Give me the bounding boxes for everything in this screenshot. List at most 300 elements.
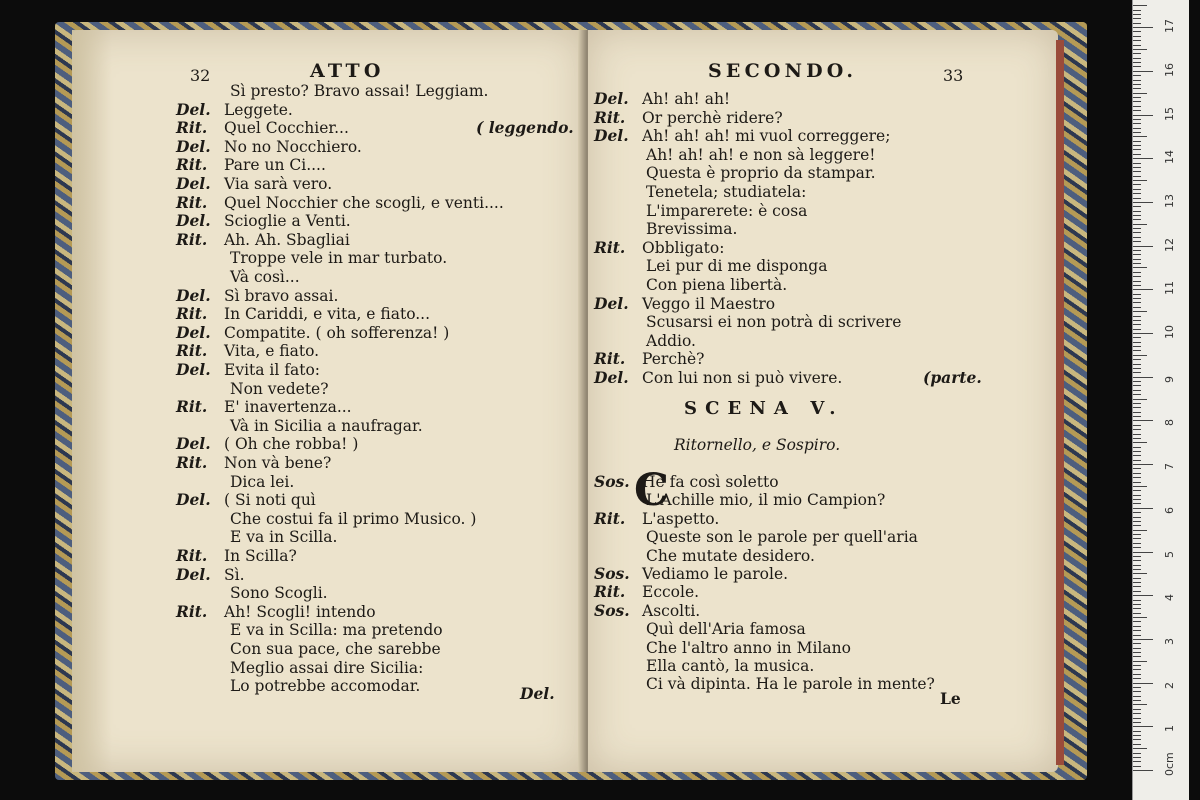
page-edge xyxy=(1056,40,1064,765)
ruler-tick xyxy=(1133,517,1141,518)
scene-characters: Ritornello, e Sospiro. xyxy=(674,436,841,454)
text-line xyxy=(594,510,719,528)
text-line xyxy=(594,239,724,257)
ruler-tick xyxy=(1133,62,1141,63)
ruler-tick xyxy=(1133,735,1141,736)
ruler-tick xyxy=(1133,464,1153,465)
ruler-tick xyxy=(1133,215,1141,216)
text-line xyxy=(176,194,504,212)
text-line xyxy=(594,547,815,565)
stage-direction: ( leggendo. xyxy=(476,118,574,138)
ruler-number: 10 xyxy=(1163,325,1176,339)
ruler-tick xyxy=(1133,678,1141,679)
text-line xyxy=(176,435,358,453)
speaker-label: Del. xyxy=(176,285,211,305)
ruler-tick xyxy=(1133,272,1141,273)
ruler-tick xyxy=(1133,307,1141,308)
line-text: Scioglie a Venti. xyxy=(224,212,351,231)
ruler-tick xyxy=(1133,119,1141,120)
ruler-tick xyxy=(1133,739,1141,740)
ruler-tick xyxy=(1133,381,1141,382)
ruler-tick xyxy=(1133,281,1141,282)
text-line xyxy=(176,231,350,249)
speaker-label: Rit. xyxy=(176,601,208,621)
ruler-tick xyxy=(1133,254,1141,255)
ruler-tick xyxy=(1133,512,1141,513)
ruler-tick xyxy=(1133,355,1147,356)
ruler-tick xyxy=(1133,586,1141,587)
ruler-tick xyxy=(1133,429,1141,430)
ruler-tick xyxy=(1133,224,1147,225)
speaker-label: Rit. xyxy=(594,107,626,127)
ruler-number: 4 xyxy=(1163,594,1176,602)
ruler-tick xyxy=(1133,656,1141,657)
ruler-tick xyxy=(1133,31,1141,32)
ruler-tick xyxy=(1133,298,1141,299)
line-text: Evita il fato: xyxy=(224,361,321,379)
ruler-tick xyxy=(1133,643,1141,644)
line-text: Leggete. xyxy=(224,100,293,119)
text-line xyxy=(594,583,699,601)
ruler-number: 2 xyxy=(1163,681,1176,689)
ruler-tick xyxy=(1133,193,1141,194)
text-line xyxy=(176,473,294,491)
ruler-tick xyxy=(1133,285,1141,286)
ruler-number: 0cm xyxy=(1163,752,1176,776)
line-text: Con sua pace, che sarebbe xyxy=(230,640,441,658)
drop-cap: C xyxy=(634,465,670,516)
line-text: Che l'altro anno in Milano xyxy=(646,638,851,657)
line-text: Via sarà vero. xyxy=(224,175,333,193)
ruler-tick xyxy=(1133,468,1141,469)
ruler-tick xyxy=(1133,250,1141,251)
ruler-tick xyxy=(1133,565,1141,566)
text-line xyxy=(176,510,476,528)
ruler-number: 3 xyxy=(1163,637,1176,645)
line-text: Pare un Ci.... xyxy=(224,156,326,175)
ruler-tick xyxy=(1133,316,1141,317)
ruler-tick xyxy=(1133,385,1141,386)
ruler-number: 1 xyxy=(1163,725,1176,733)
ruler-tick xyxy=(1133,189,1141,190)
speaker-label: Del. xyxy=(594,89,629,108)
ruler-tick xyxy=(1133,364,1141,365)
text-line xyxy=(594,109,783,127)
text-line xyxy=(176,380,329,398)
ruler-tick xyxy=(1133,27,1153,28)
ruler-tick xyxy=(1133,691,1141,692)
ruler-tick xyxy=(1133,58,1141,59)
speaker-label: Del. xyxy=(594,293,629,313)
ruler-tick xyxy=(1133,766,1141,767)
ruler-tick xyxy=(1133,136,1147,137)
text-line xyxy=(594,473,779,491)
ruler-number: 14 xyxy=(1163,150,1176,165)
ruler-tick xyxy=(1133,669,1141,670)
line-text: E va in Scilla. xyxy=(230,528,338,547)
text-line xyxy=(176,454,331,472)
ruler-tick xyxy=(1133,372,1141,373)
ruler-tick xyxy=(1133,757,1141,758)
ruler-tick xyxy=(1133,495,1141,496)
line-text: Ah! ah! ah! xyxy=(642,90,731,108)
text-line xyxy=(594,491,885,509)
ruler-tick xyxy=(1133,5,1147,6)
text-line xyxy=(594,528,918,546)
right-page xyxy=(588,30,1058,772)
ruler-number: 5 xyxy=(1163,550,1176,558)
ruler-tick xyxy=(1133,617,1147,618)
line-text: Troppe vele in mar turbato. xyxy=(230,249,448,268)
ruler-tick xyxy=(1133,460,1141,461)
text-line xyxy=(176,156,326,174)
ruler-tick xyxy=(1133,259,1141,260)
text-line xyxy=(594,639,851,657)
text-line xyxy=(176,138,362,156)
text-line xyxy=(594,565,788,583)
ruler-tick xyxy=(1133,538,1141,539)
ruler-tick xyxy=(1133,569,1141,570)
ruler-tick xyxy=(1133,145,1141,146)
speaker-label: Del. xyxy=(176,99,211,119)
ruler-number: 15 xyxy=(1163,106,1176,121)
ruler-tick xyxy=(1133,180,1147,181)
text-line xyxy=(176,82,488,100)
ruler-tick xyxy=(1133,246,1153,247)
ruler-tick xyxy=(1133,473,1141,474)
ruler-tick xyxy=(1133,123,1141,124)
ruler-number: 16 xyxy=(1163,62,1176,77)
ruler-number: 12 xyxy=(1163,237,1176,252)
line-text: L'aspetto. xyxy=(642,509,720,528)
ruler-tick xyxy=(1133,115,1153,116)
ruler-tick xyxy=(1133,534,1141,535)
ruler-tick xyxy=(1133,302,1141,303)
line-text: Addio. xyxy=(646,331,696,350)
ruler-tick xyxy=(1133,45,1141,46)
ruler-tick xyxy=(1133,434,1141,435)
ruler-tick xyxy=(1133,289,1153,290)
ruler-number: 17 xyxy=(1163,19,1176,34)
speaker-label: Sos. xyxy=(594,564,630,583)
ruler-tick xyxy=(1133,399,1147,400)
ruler-number: 7 xyxy=(1163,463,1176,471)
text-line xyxy=(176,677,420,695)
ruler-tick xyxy=(1133,543,1141,544)
ruler-tick xyxy=(1133,342,1141,343)
ruler-tick xyxy=(1133,748,1147,749)
ruler-tick xyxy=(1133,49,1147,50)
text-line xyxy=(594,183,806,201)
ruler-tick xyxy=(1133,608,1141,609)
ruler-tick xyxy=(1133,709,1141,710)
ruler-tick xyxy=(1133,359,1141,360)
line-text: Và in Sicilia a naufragar. xyxy=(230,416,423,435)
scene-title: SCENA V. xyxy=(684,398,844,419)
ruler-tick xyxy=(1133,263,1141,264)
ruler-tick xyxy=(1133,573,1147,574)
line-text: ( Si noti quì xyxy=(224,491,316,510)
text-line xyxy=(176,584,328,602)
line-text: E va in Scilla: ma pretendo xyxy=(230,621,443,640)
ruler-tick xyxy=(1133,652,1141,653)
text-line xyxy=(594,220,737,238)
text-line xyxy=(594,257,827,275)
ruler-tick xyxy=(1133,556,1141,557)
running-head: SECONDO. xyxy=(708,60,858,82)
text-line xyxy=(176,528,337,546)
text-line xyxy=(594,202,807,220)
line-text: E' inavertenza... xyxy=(224,398,352,417)
catchword: Le xyxy=(940,689,961,708)
ruler-tick xyxy=(1133,53,1141,54)
text-line xyxy=(594,146,876,164)
line-text: Sì presto? Bravo assai! Leggiam. xyxy=(230,82,489,100)
ruler-number: 13 xyxy=(1163,193,1176,208)
text-line xyxy=(176,603,376,621)
line-text: Lei pur di me disponga xyxy=(646,257,828,276)
ruler-tick xyxy=(1133,547,1141,548)
line-text: He fa così soletto xyxy=(642,473,779,491)
ruler-tick xyxy=(1133,324,1141,325)
ruler-tick xyxy=(1133,350,1141,351)
ruler-tick xyxy=(1133,486,1147,487)
speaker-label: Del. xyxy=(176,322,211,342)
line-text: Vita, e fiato. xyxy=(224,342,320,361)
ruler-tick xyxy=(1133,560,1141,561)
text-line xyxy=(594,313,901,331)
ruler-tick xyxy=(1133,88,1141,89)
ruler-tick xyxy=(1133,241,1141,242)
ruler-tick xyxy=(1133,508,1153,509)
speaker-label: Rit. xyxy=(594,349,626,369)
text-line xyxy=(594,127,890,145)
text-line xyxy=(594,350,704,368)
ruler-tick xyxy=(1133,490,1141,491)
ruler-tick xyxy=(1133,390,1141,391)
speaker-label: Rit. xyxy=(594,508,626,528)
speaker-label: Del. xyxy=(176,360,211,379)
ruler-tick xyxy=(1133,154,1141,155)
ruler-tick xyxy=(1133,499,1141,500)
line-text: Quì dell'Aria famosa xyxy=(646,620,806,639)
left-page xyxy=(72,30,584,772)
speaker-label: Del. xyxy=(176,564,211,584)
ruler-tick xyxy=(1133,110,1141,111)
line-text: Ascolti. xyxy=(642,601,701,620)
ruler-tick xyxy=(1133,600,1141,601)
ruler-tick xyxy=(1133,36,1141,37)
text-line xyxy=(594,276,787,294)
text-line xyxy=(594,90,730,108)
ruler-tick xyxy=(1133,447,1141,448)
text-line xyxy=(176,361,320,379)
ruler-tick xyxy=(1133,626,1141,627)
ruler-tick xyxy=(1133,294,1141,295)
ruler-tick xyxy=(1133,713,1141,714)
ruler-tick xyxy=(1133,158,1153,159)
text-line xyxy=(176,101,293,119)
line-text: In Cariddi, e vita, e fiato... xyxy=(224,305,431,324)
ruler-tick xyxy=(1133,75,1141,76)
ruler-tick xyxy=(1133,10,1141,11)
ruler-tick xyxy=(1133,377,1153,378)
ruler-tick xyxy=(1133,232,1141,233)
ruler-tick xyxy=(1133,23,1141,24)
text-line xyxy=(176,119,349,137)
ruler-tick xyxy=(1133,211,1141,212)
ruler-tick xyxy=(1133,337,1141,338)
text-line xyxy=(176,566,245,584)
speaker-label: Rit. xyxy=(176,453,208,472)
line-text: In Scilla? xyxy=(224,547,297,565)
speaker-label: Del. xyxy=(176,136,211,156)
line-text: Eccole. xyxy=(642,583,700,602)
ruler-tick xyxy=(1133,412,1141,413)
text-line xyxy=(594,675,935,693)
ruler-tick xyxy=(1133,416,1141,417)
line-text: Quel Cocchier... xyxy=(224,119,349,138)
line-text: No no Nocchiero. xyxy=(224,137,362,156)
ruler-tick xyxy=(1133,521,1141,522)
ruler-tick xyxy=(1133,163,1141,164)
line-text: Veggo il Maestro xyxy=(642,294,776,313)
text-line xyxy=(176,547,297,565)
ruler-tick xyxy=(1133,661,1147,662)
line-text: Con lui non si può vivere. xyxy=(642,369,843,387)
line-text: Brevissima. xyxy=(646,220,738,239)
line-text: Obbligato: xyxy=(642,238,725,257)
ruler-tick xyxy=(1133,18,1141,19)
speaker-label: Rit. xyxy=(176,192,208,212)
line-text: Sono Scogli. xyxy=(230,584,328,603)
ruler-tick xyxy=(1133,237,1141,238)
line-text: Con piena libertà. xyxy=(646,276,788,294)
catchword: Del. xyxy=(520,684,555,703)
line-text: Compatite. ( oh sofferenza! ) xyxy=(224,323,450,342)
ruler-tick xyxy=(1133,149,1141,150)
line-text: Perchè? xyxy=(642,350,705,369)
line-text: Scusarsi ei non potrà di scrivere xyxy=(646,313,902,332)
ruler-tick xyxy=(1133,71,1153,72)
speaker-label: Rit. xyxy=(176,155,208,175)
speaker-label: Rit. xyxy=(594,582,626,602)
ruler-tick xyxy=(1133,455,1141,456)
line-text: Queste son le parole per quell'aria xyxy=(646,528,918,547)
line-text: Non vedete? xyxy=(230,379,329,398)
ruler-tick xyxy=(1133,635,1141,636)
ruler-tick xyxy=(1133,613,1141,614)
text-line xyxy=(594,602,700,620)
ruler-tick xyxy=(1133,696,1141,697)
line-text: Và così... xyxy=(230,268,300,286)
line-text: Ah! ah! ah! mi vuol correggere; xyxy=(642,127,891,146)
ruler-tick xyxy=(1133,171,1141,172)
ruler-tick xyxy=(1133,394,1141,395)
ruler-tick xyxy=(1133,704,1147,705)
ruler-tick xyxy=(1133,731,1141,732)
speaker-label: Del. xyxy=(176,211,211,231)
ruler-tick xyxy=(1133,346,1141,347)
ruler-tick xyxy=(1133,442,1147,443)
ruler-tick xyxy=(1133,333,1153,334)
ruler-tick xyxy=(1133,683,1153,684)
line-text: Ah! ah! ah! e non sà leggere! xyxy=(646,145,876,164)
ruler-tick xyxy=(1133,552,1153,553)
ruler-tick xyxy=(1133,403,1141,404)
speaker-label: Del. xyxy=(176,434,211,454)
ruler-tick xyxy=(1133,14,1141,15)
line-text: Meglio assai dire Sicilia: xyxy=(230,658,424,677)
ruler-number: 11 xyxy=(1163,281,1176,296)
line-text: Sì. xyxy=(224,565,245,584)
speaker-label: Del. xyxy=(176,490,211,510)
line-text: Tenetela; studiatela: xyxy=(646,183,807,201)
line-text: Quel Nocchier che scogli, e venti.... xyxy=(224,193,504,212)
ruler-tick xyxy=(1133,128,1141,129)
ruler-tick xyxy=(1133,84,1141,85)
ruler-tick xyxy=(1133,578,1141,579)
text-line xyxy=(594,295,775,313)
ruler-tick xyxy=(1133,687,1141,688)
speaker-label: Del. xyxy=(594,368,629,387)
line-text: Sì bravo assai. xyxy=(224,286,339,305)
ruler-tick xyxy=(1133,368,1141,369)
ruler-tick xyxy=(1133,40,1141,41)
speaker-label: Del. xyxy=(594,126,629,146)
ruler-tick xyxy=(1133,648,1141,649)
line-text: Vediamo le parole. xyxy=(642,565,789,583)
ruler-tick xyxy=(1133,206,1141,207)
line-text: Che mutate desidero. xyxy=(646,546,815,565)
text-line xyxy=(594,620,806,638)
ruler-tick xyxy=(1133,726,1153,727)
line-text: Or perchè ridere? xyxy=(642,108,783,127)
speaker-label: Sos. xyxy=(594,600,630,620)
text-line xyxy=(594,369,842,387)
text-line xyxy=(176,621,443,639)
stage-direction: (parte. xyxy=(923,368,982,387)
text-line xyxy=(594,164,876,182)
ruler-tick xyxy=(1133,176,1141,177)
ruler-tick xyxy=(1133,595,1153,596)
text-line xyxy=(176,417,423,435)
speaker-label: Rit. xyxy=(176,304,208,324)
ruler-tick xyxy=(1133,198,1141,199)
text-line xyxy=(176,305,430,323)
ruler-tick xyxy=(1133,320,1141,321)
ruler-tick xyxy=(1133,106,1141,107)
ruler-tick xyxy=(1133,761,1141,762)
ruler-tick xyxy=(1133,744,1141,745)
ruler-tick xyxy=(1133,97,1141,98)
text-line xyxy=(176,342,319,360)
ruler-tick xyxy=(1133,267,1147,268)
ruler-tick xyxy=(1133,591,1141,592)
ruler-tick xyxy=(1133,530,1147,531)
ruler-tick xyxy=(1133,420,1153,421)
ruler-tick xyxy=(1133,329,1141,330)
ruler-tick xyxy=(1133,770,1153,771)
ruler-tick xyxy=(1133,674,1141,675)
ruler-tick xyxy=(1133,700,1141,701)
speaker-label: Sos. xyxy=(594,472,630,491)
ruler-number: 8 xyxy=(1163,419,1176,427)
line-text: Non và bene? xyxy=(224,454,332,472)
line-text: Che costui fa il primo Musico. ) xyxy=(230,509,477,528)
page-number: 32 xyxy=(190,66,211,85)
text-line xyxy=(176,640,441,658)
